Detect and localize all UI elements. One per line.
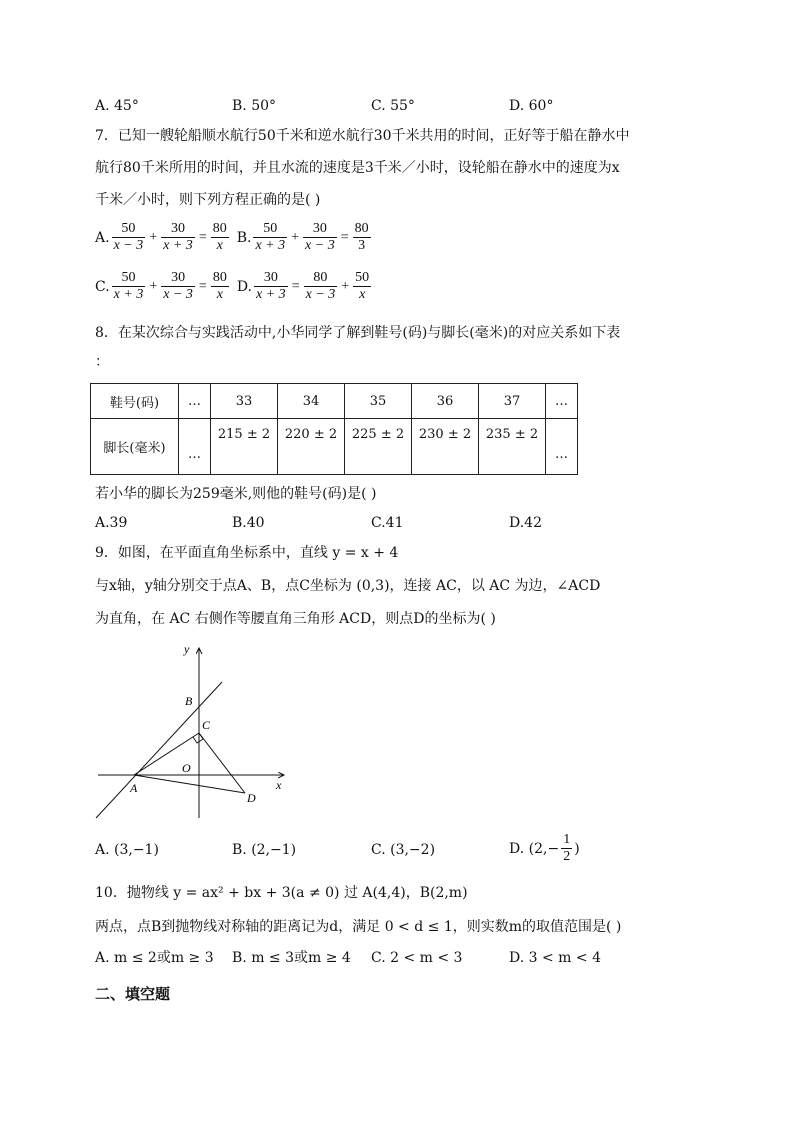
shoe-size-table <box>90 383 578 475</box>
label-o: O <box>182 761 191 775</box>
q6-option-c: C. 55° <box>371 98 415 114</box>
table-cell: 215 ± 2 <box>211 419 278 475</box>
q7-b-fraction-1: $\frac{50}{x + 3}$ <box>255 221 286 253</box>
q7-a-fraction-1: $\frac{50}{x - 3}$ <box>113 221 144 253</box>
q6-option-b: B. 50° <box>232 98 277 114</box>
table-cell: 235 ± 2 <box>479 419 546 475</box>
q7-b-fraction-3: $\frac{80}{3}$ <box>354 221 369 253</box>
q7-option-c-label: C. <box>95 278 110 295</box>
label-x: x <box>276 778 282 792</box>
q9-option-d-close: ) <box>574 840 580 857</box>
q10-option-a: A. m ≤ 2或m ≥ 3 <box>95 950 214 966</box>
q10-option-b: B. m ≤ 3或m ≥ 4 <box>232 950 351 966</box>
table-header-cell: … <box>179 384 211 419</box>
right-angle-mark <box>193 733 203 743</box>
q7-options-cd: C. $\frac{50}{x + 3}$ + $\frac{30}{x - 3}$ = $\frac{80}{x}$ D. $\frac{30}{x + 3}$ = $\frac{80}{x - 3}$ + $\frac{50}{x}$ <box>95 270 370 302</box>
label-y: y <box>184 642 190 656</box>
table-header-cell: 鞋号(码) <box>91 384 179 419</box>
table-header-cell: 33 <box>211 384 278 419</box>
q10-option-c: C. 2 < m < 3 <box>371 950 463 966</box>
table-cell: 225 ± 2 <box>345 419 412 475</box>
table-header-cell: … <box>546 384 578 419</box>
q7-option-d-label: D. <box>236 278 253 295</box>
section-title: 二、填空题 <box>95 985 171 1003</box>
table-header-cell: 34 <box>278 384 345 419</box>
q7-c-fraction-2: $\frac{30}{x - 3}$ <box>163 270 193 302</box>
q9-option-d-text: D. (2,− <box>509 840 560 857</box>
table-row <box>91 384 578 419</box>
coordinate-figure <box>90 640 300 830</box>
q9-text-line1: 9．如图，在平面直角坐标系中，直线 y = x + 4 <box>95 545 399 561</box>
label-b: B <box>185 694 193 708</box>
line-ab <box>96 682 222 818</box>
table-header-cell: 35 <box>345 384 412 419</box>
q7-option-b-label: B. <box>236 229 252 246</box>
label-a: A <box>130 781 138 795</box>
q7-text-line1: 7．已知一艘轮船顺水航行50千米和逆水航行30千米共用的时间，正好等于船在静水中 <box>95 128 630 144</box>
label-c: C <box>202 718 211 732</box>
q9-text-line2: 与x轴，y轴分别交于点A、B，点C坐标为 (0,3)，连接 AC，以 AC 为边，∠ACD <box>95 578 601 594</box>
segment-ad <box>134 775 245 793</box>
q7-b-fraction-2: $\frac{30}{x - 3}$ <box>305 221 335 253</box>
q7-a-fraction-3: $\frac{80}{x}$ <box>212 221 227 253</box>
q8-text-line2: ： <box>95 354 109 370</box>
table-header-cell: 36 <box>412 384 479 419</box>
q8-text-line1: 8．在某次综合与实践活动中,小华同学了解到鞋号(码)与脚长(毫米)的对应关系如下表 <box>95 325 621 341</box>
q8-option-a: A.39 <box>95 515 128 531</box>
q9-option-a: A. (3,−1) <box>95 842 159 858</box>
q6-option-a: A. 45° <box>95 98 139 114</box>
q9-option-c: C. (3,−2) <box>371 842 436 858</box>
q8-question: 若小华的脚长为259毫米,则他的鞋号(码)是( ) <box>95 486 377 502</box>
q7-option-a-label: A. <box>95 229 110 246</box>
label-d: D <box>247 791 256 805</box>
table-header-cell: 37 <box>479 384 546 419</box>
table-cell: 230 ± 2 <box>412 419 479 475</box>
q10-option-d: D. 3 < m < 4 <box>509 950 601 966</box>
q9-option-b: B. (2,−1) <box>232 842 297 858</box>
q7-d-fraction-1: $\frac{30}{x + 3}$ <box>256 270 286 302</box>
q7-c-fraction-3: $\frac{80}{x}$ <box>212 270 227 302</box>
q9-text-line3: 为直角，在 AC 右侧作等腰直角三角形 ACD，则点D的坐标为( ) <box>95 611 496 627</box>
q7-d-fraction-3: $\frac{50}{x}$ <box>355 270 370 302</box>
table-cell: … <box>546 419 578 475</box>
q10-text-line1: 10．抛物线 y = ax² + bx + 3(a ≠ 0) 过 A(4,4)，B(2,m) <box>95 885 468 901</box>
q8-option-d: D.42 <box>509 515 542 531</box>
q7-text-line3: 千米／小时，则下列方程正确的是( ) <box>95 192 321 208</box>
table-row <box>91 419 578 475</box>
q10-text-line2: 两点，点B到抛物线对称轴的距离记为d，满足 0 < d ≤ 1，则实数m的取值范围是( ) <box>95 919 622 935</box>
q6-option-d: D. 60° <box>509 98 554 114</box>
q7-options-ab: A. $\frac{50}{x - 3}$ + $\frac{30}{x + 3}$ = $\frac{80}{x}$ B. $\frac{50}{x + 3}$ + $\frac{30}{x - 3}$ = $\frac{80}{3}$ <box>95 221 369 253</box>
q7-a-fraction-2: $\frac{30}{x + 3}$ <box>163 221 193 253</box>
q8-option-b: B.40 <box>232 515 265 531</box>
table-cell: … <box>179 419 211 475</box>
segment-cd <box>199 733 245 793</box>
q9-option-d <box>509 832 580 865</box>
q7-d-fraction-2: $\frac{80}{x - 3}$ <box>305 270 336 302</box>
q7-text-line2: 航行80千米所用的时间，并且水流的速度是3千米／小时，设轮船在静水中的速度为x <box>95 160 620 176</box>
q9-d-fraction: $\frac{1}{2}$ <box>563 832 571 864</box>
table-cell: 脚长(毫米) <box>91 419 179 475</box>
q8-option-c: C.41 <box>371 515 404 531</box>
table-cell: 220 ± 2 <box>278 419 345 475</box>
q7-c-fraction-1: $\frac{50}{x + 3}$ <box>113 270 144 302</box>
